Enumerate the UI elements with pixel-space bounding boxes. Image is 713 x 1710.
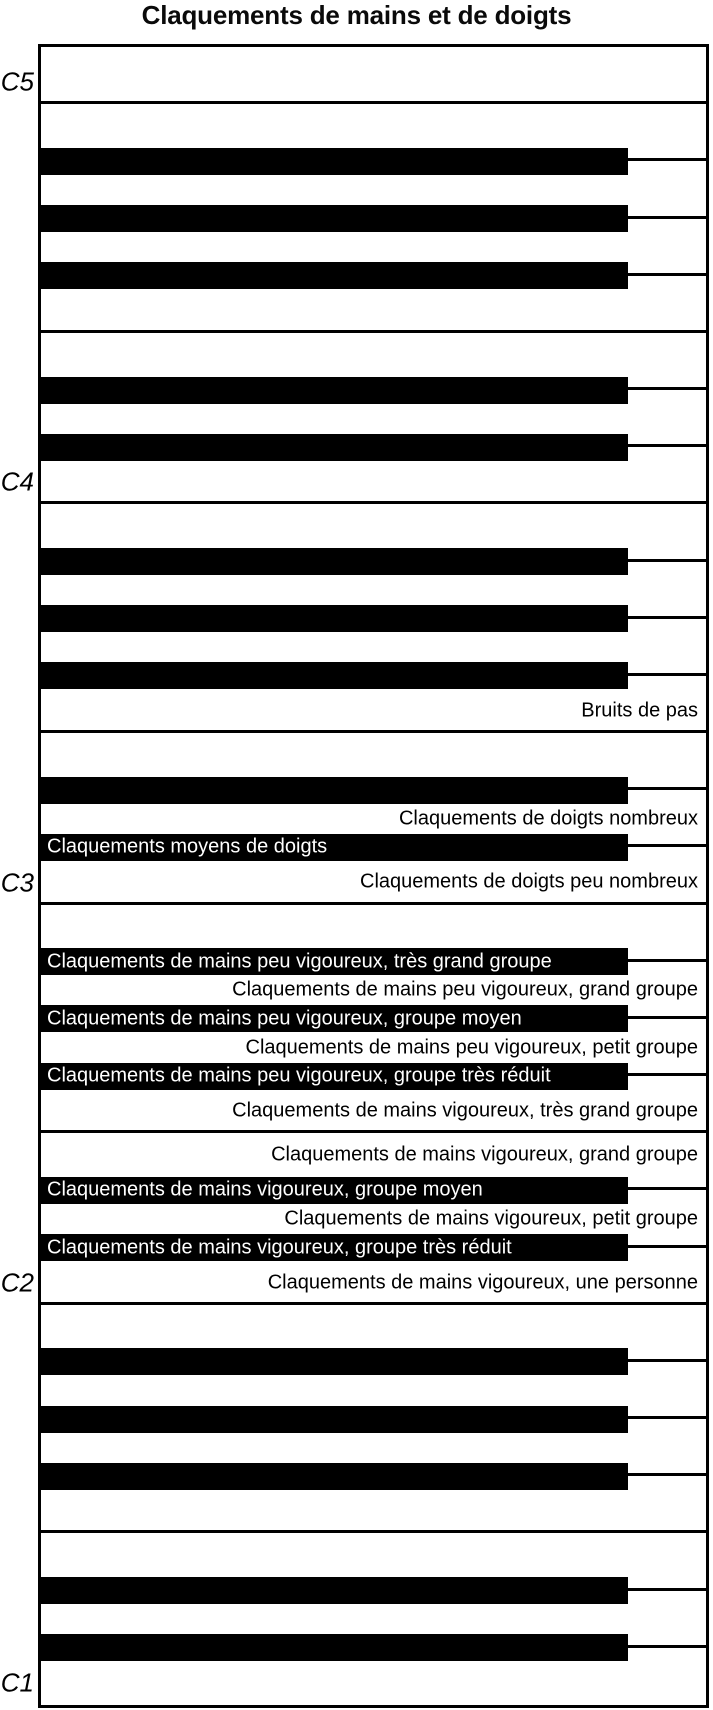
black-key-G#2[interactable] bbox=[41, 1005, 628, 1032]
black-key-F#3[interactable] bbox=[41, 662, 628, 689]
black-key-label: Claquements de mains peu vigoureux, groupe très réduit bbox=[47, 1064, 551, 1087]
black-key-label: Claquements de mains peu vigoureux, très grand groupe bbox=[47, 950, 552, 973]
white-key-label: Claquements de mains peu vigoureux, grand groupe bbox=[232, 978, 698, 1001]
white-key-label: Claquements de mains vigoureux, petit groupe bbox=[284, 1207, 698, 1230]
octave-label-C4: C4 bbox=[0, 466, 34, 497]
white-key-label: Claquements de mains vigoureux, une personne bbox=[267, 1271, 698, 1294]
white-key-label: Claquements de mains vigoureux, très grand groupe bbox=[232, 1099, 698, 1122]
black-key-F#2[interactable] bbox=[41, 1063, 628, 1090]
black-key-G#1[interactable] bbox=[41, 1406, 628, 1433]
white-key-label: Claquements de mains peu vigoureux, petit groupe bbox=[245, 1036, 698, 1058]
white-key-C5[interactable] bbox=[41, 47, 706, 104]
page-title: Claquements de mains et de doigts bbox=[141, 0, 572, 30]
black-key-C#2[interactable] bbox=[41, 1234, 628, 1261]
black-key-D#3[interactable] bbox=[41, 777, 628, 804]
black-key-A#4[interactable] bbox=[41, 148, 628, 175]
black-key-label: Claquements de mains peu vigoureux, groupe moyen bbox=[47, 1007, 522, 1030]
black-key-C#3[interactable] bbox=[41, 834, 628, 861]
black-key-label: Claquements de mains vigoureux, groupe moyen bbox=[47, 1178, 483, 1201]
black-key-C#1[interactable] bbox=[41, 1634, 628, 1661]
black-key-D#2[interactable] bbox=[41, 1177, 628, 1204]
black-key-A#1[interactable] bbox=[41, 1348, 628, 1375]
octave-label-C2: C2 bbox=[0, 1267, 34, 1298]
octave-label-C3: C3 bbox=[0, 867, 34, 897]
black-key-A#2[interactable] bbox=[41, 948, 628, 975]
black-key-label: Claquements moyens de doigts bbox=[47, 835, 328, 858]
white-key-label: Claquements de doigts peu nombreux bbox=[360, 870, 698, 893]
white-key-label: Claquements de doigts nombreux bbox=[398, 807, 698, 830]
octave-label-C5: C5 bbox=[0, 66, 34, 97]
black-key-D#4[interactable] bbox=[41, 377, 628, 404]
white-key-label: Claquements de mains vigoureux, grand groupe bbox=[271, 1143, 698, 1166]
piano-keyboard bbox=[38, 44, 709, 1708]
black-key-G#4[interactable] bbox=[41, 205, 628, 232]
octave-label-C1: C1 bbox=[0, 1667, 34, 1698]
black-key-G#3[interactable] bbox=[41, 605, 628, 632]
black-key-F#4[interactable] bbox=[41, 262, 628, 289]
black-key-D#1[interactable] bbox=[41, 1577, 628, 1604]
black-key-A#3[interactable] bbox=[41, 548, 628, 575]
white-key-label: Bruits de pas bbox=[581, 699, 698, 722]
black-key-label: Claquements de mains vigoureux, groupe très réduit bbox=[47, 1236, 512, 1259]
black-key-C#4[interactable] bbox=[41, 434, 628, 461]
black-key-F#1[interactable] bbox=[41, 1463, 628, 1490]
